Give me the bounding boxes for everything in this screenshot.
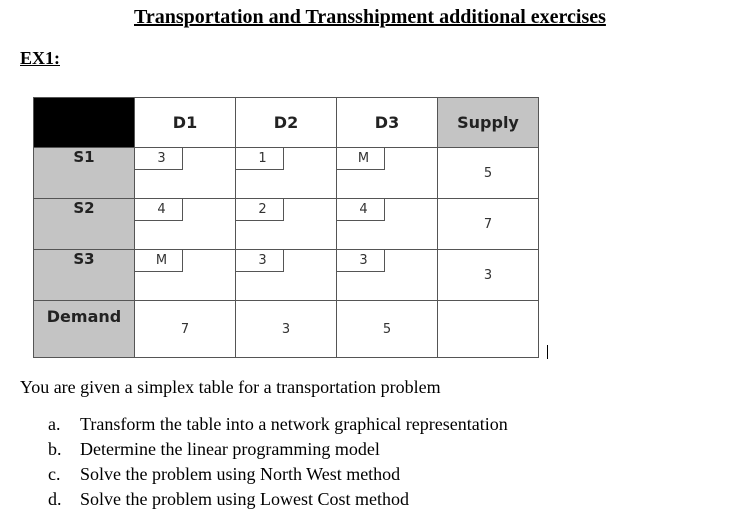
column-header-d3: D3 [337,98,438,148]
list-item [48,489,508,514]
supply-value: 5 [438,148,539,199]
task-text: Solve the problem using North West method [80,464,401,484]
empty-cell [438,301,539,358]
list-item [48,439,508,464]
row-header-s3: S3 [34,250,135,301]
list-marker: c. [48,464,61,484]
cost-value: M [337,148,385,170]
demand-row [34,301,539,358]
cost-value: 4 [337,199,385,221]
document-title: Transportation and Transshipment additional exercises [134,6,606,28]
task-text: Transform the table into a network graphical representation [80,414,508,434]
task-text: Determine the linear programming model [80,439,380,459]
list-marker: d. [48,489,62,509]
demand-value: 5 [337,301,438,358]
table-cell [135,148,236,199]
exercise-label: EX1: [20,48,60,68]
table-cell [236,199,337,250]
supply-value: 3 [438,250,539,301]
list-marker: b. [48,439,62,459]
demand-value: 7 [135,301,236,358]
column-header-d2: D2 [236,98,337,148]
task-text: Solve the problem using Lowest Cost method [80,489,409,509]
table-row [34,199,539,250]
row-header-demand: Demand [34,301,135,358]
column-header-d1: D1 [135,98,236,148]
cost-value: M [135,250,183,272]
table-cell [337,250,438,301]
cost-value: 3 [337,250,385,272]
transportation-table [33,97,539,358]
table-cell [236,250,337,301]
list-item [48,414,508,439]
table-header-row [34,98,539,148]
table-row [34,250,539,301]
table-cell [337,148,438,199]
list-item [48,464,508,489]
cost-value: 4 [135,199,183,221]
cost-value: 1 [236,148,284,170]
table-cell [135,199,236,250]
table-row [34,148,539,199]
task-list [48,414,508,514]
row-header-s2: S2 [34,199,135,250]
cost-value: 3 [236,250,284,272]
table-corner-cell [34,98,135,148]
cost-value: 2 [236,199,284,221]
cost-value: 3 [135,148,183,170]
table-cell [337,199,438,250]
list-marker: a. [48,414,61,434]
problem-statement: You are given a simplex table for a transportation problem [20,377,441,397]
column-header-supply: Supply [438,98,539,148]
row-header-s1: S1 [34,148,135,199]
supply-value: 7 [438,199,539,250]
demand-value: 3 [236,301,337,358]
table-cell [135,250,236,301]
text-cursor [547,345,548,359]
table-cell [236,148,337,199]
